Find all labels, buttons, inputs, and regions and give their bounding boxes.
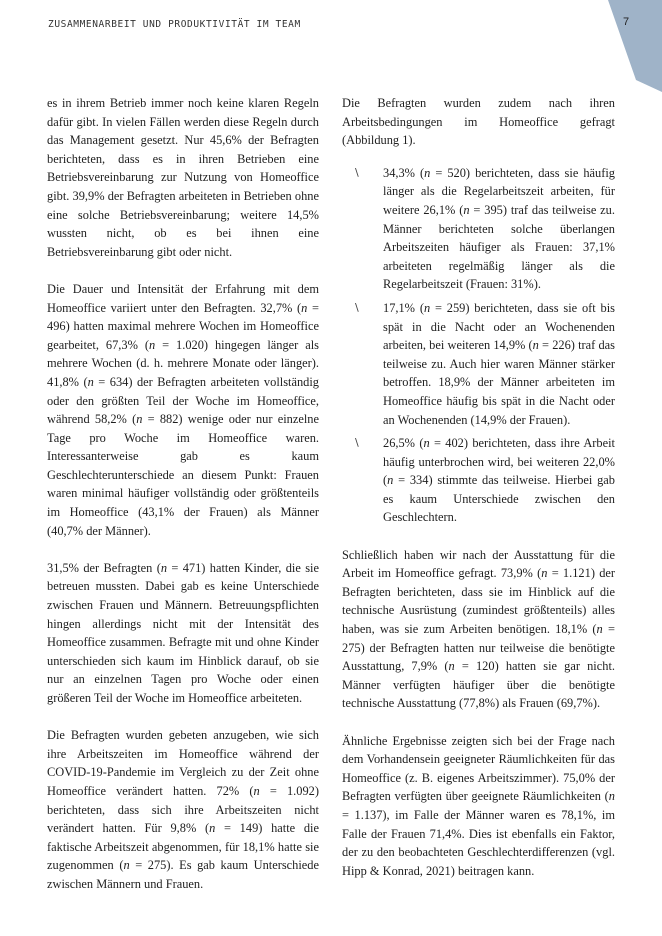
backslash-bullet-icon: \: [355, 165, 359, 179]
paragraph: es in ihrem Betrieb immer noch keine klaren Regeln dafür gibt. In vielen Fällen werden diese Regeln durch das Management gesetzt. Nur 45,6% der Befragten berichteten, dass es in ihren Betrieben eine Betriebsvereinbarung zur Nutzung von Homeoffice gibt. 39,9% der Befragten arbeiteten in Betrieben ohne eine solche Betriebsvereinbarung; weitere 14,5% wussten nicht, ob es bei ihnen eine Betriebsvereinbarung gibt oder nicht.: [47, 96, 319, 259]
backslash-bullet-icon: \: [355, 436, 359, 450]
paragraph: Schließlich haben wir nach der Ausstattung für die Arbeit im Homeoffice gefragt. 73,9% (n = 1.121) der Befragten berichteten, dass sie im Hinblick auf die technische Ausrüstung (zumindest größtenteils) alles haben, was sie zum Arbeiten benötigen. 18,1% (n = 275) der Befragten hatten nur teilweise die benötigte Ausstattung, 7,9% (n = 120) hatten sie gar nicht. Männer verfügten häufiger über die benötigte technische Ausstattung (77,8%) als Frauen (69,7%).: [342, 547, 616, 711]
findings-list: [342, 164, 615, 527]
list-item: \ 26,5% (n = 402) berichteten, dass ihre Arbeit häufig unterbrochen wird, bei weiteren 22,0% (n = 334) stimmte das teilweise. Hierbei gab es kaum Unterschiede zwischen den Geschlechtern.: [355, 436, 615, 525]
paragraph: Die Befragten wurden gebeten anzugeben, wie sich ihre Arbeitszeiten im Homeoffice während der COVID-19-Pandemie im Vergleich zu der Zeit ohne Homeoffice verändert hatten. 72% (n = 1.092) berichteten, dass sich ihre Arbeitszeiten nicht verändert hatten. Für 9,8% (n = 149) hatte die faktische Arbeitszeit abgenommen, für 18,1% hatte sie zugenommen (n = 275). Es gab kaum Unterschiede zwischen Männern und Frauen.: [47, 728, 319, 891]
list-item: \ 17,1% (n = 259) berichteten, dass sie oft bis spät in die Nacht oder an Wochenenden arbeiten, bei weiteren 14,9% (n = 226) traf das teilweise zu. Auch hier waren Männer stärker betroffen. 18,9% der Männer arbeiteten im Homeoffice häufig bis spät in die Nacht oder an Wochenenden (14,9% der Frauen).: [355, 300, 615, 427]
page-corner-tab: [608, 0, 662, 92]
left-column: [47, 94, 319, 912]
paragraph: Die Dauer und Intensität der Erfahrung mit dem Homeoffice variiert unter den Befragten. 32,7% (n = 496) hatten maximal mehrere Wochen im Homeoffice gearbeitet, 67,3% (n = 1.020) hingegen länger als mehrere Wochen (d. h. mehrere Monate oder länger). 41,8% (n = 634) der Befragten arbeiteten vollständig oder den größten Teil der Woche im Homeoffice, während 58,2% (n = 882) wenige oder nur einzelne Tage pro Woche im Homeoffice waren. Interessanterweise gab es kaum Geschlechterunterschiede an diesem Punkt: Frauen waren minimal häufiger vollständig oder größtenteils im Homeoffice (43,1% der Frauen) als Männer (40,7% der Männer).: [47, 281, 319, 538]
page-number: 7: [623, 16, 630, 28]
backslash-bullet-icon: \: [355, 300, 359, 314]
paragraph: 31,5% der Befragten (n = 471) hatten Kinder, die sie betreuen mussten. Dabei gab es keine Unterschiede zwischen Frauen und Männern. Betreuungspflichten hingen allerdings nicht mit der Intensität des Homeoffice zusammen. Befragte mit und ohne Kinder unterschieden sich kaum im Hinblick darauf, ob sie nur an einzelnen Tagen pro Woche oder einen größeren Teil der Woche im Homeoffice arbeiteten.: [47, 560, 319, 705]
right-column: [342, 94, 615, 899]
paragraph: Die Befragten wurden zudem nach ihren Arbeitsbedingungen im Homeoffice gefragt (Abbildung 1).: [342, 96, 615, 148]
paragraph: Ähnliche Ergebnisse zeigten sich bei der Frage nach dem Vorhandensein geeigneter Räumlichkeiten für das Homeoffice (z. B. eigenes Arbeitszimmer). 75,0% der Befragten verfügten über geeignete Räumlichkeiten (n = 1.137), im Falle der Männer waren es 78,1%, im Falle der Frauen 71,4%. Dies ist ebenfalls ein Faktor, der zu den beobachteten Geschlechterdifferenzen (vgl. Hipp & Konrad, 2021) beitragen kann.: [342, 733, 615, 878]
list-item: \ 34,3% (n = 520) berichteten, dass sie häufig länger als die Regelarbeitszeit arbeiten, für weitere 26,1% (n = 395) traf das teilweise zu. Männer berichteten solche überlangen Arbeitszeiten häufiger als Frauen: 37,1% arbeiteten regelmäßig länger als die Regelarbeitszeit (Frauen: 31%).: [355, 165, 615, 292]
running-title: ZUSAMMENARBEIT UND PRODUKTIVITÄT IM TEAM: [48, 19, 301, 30]
